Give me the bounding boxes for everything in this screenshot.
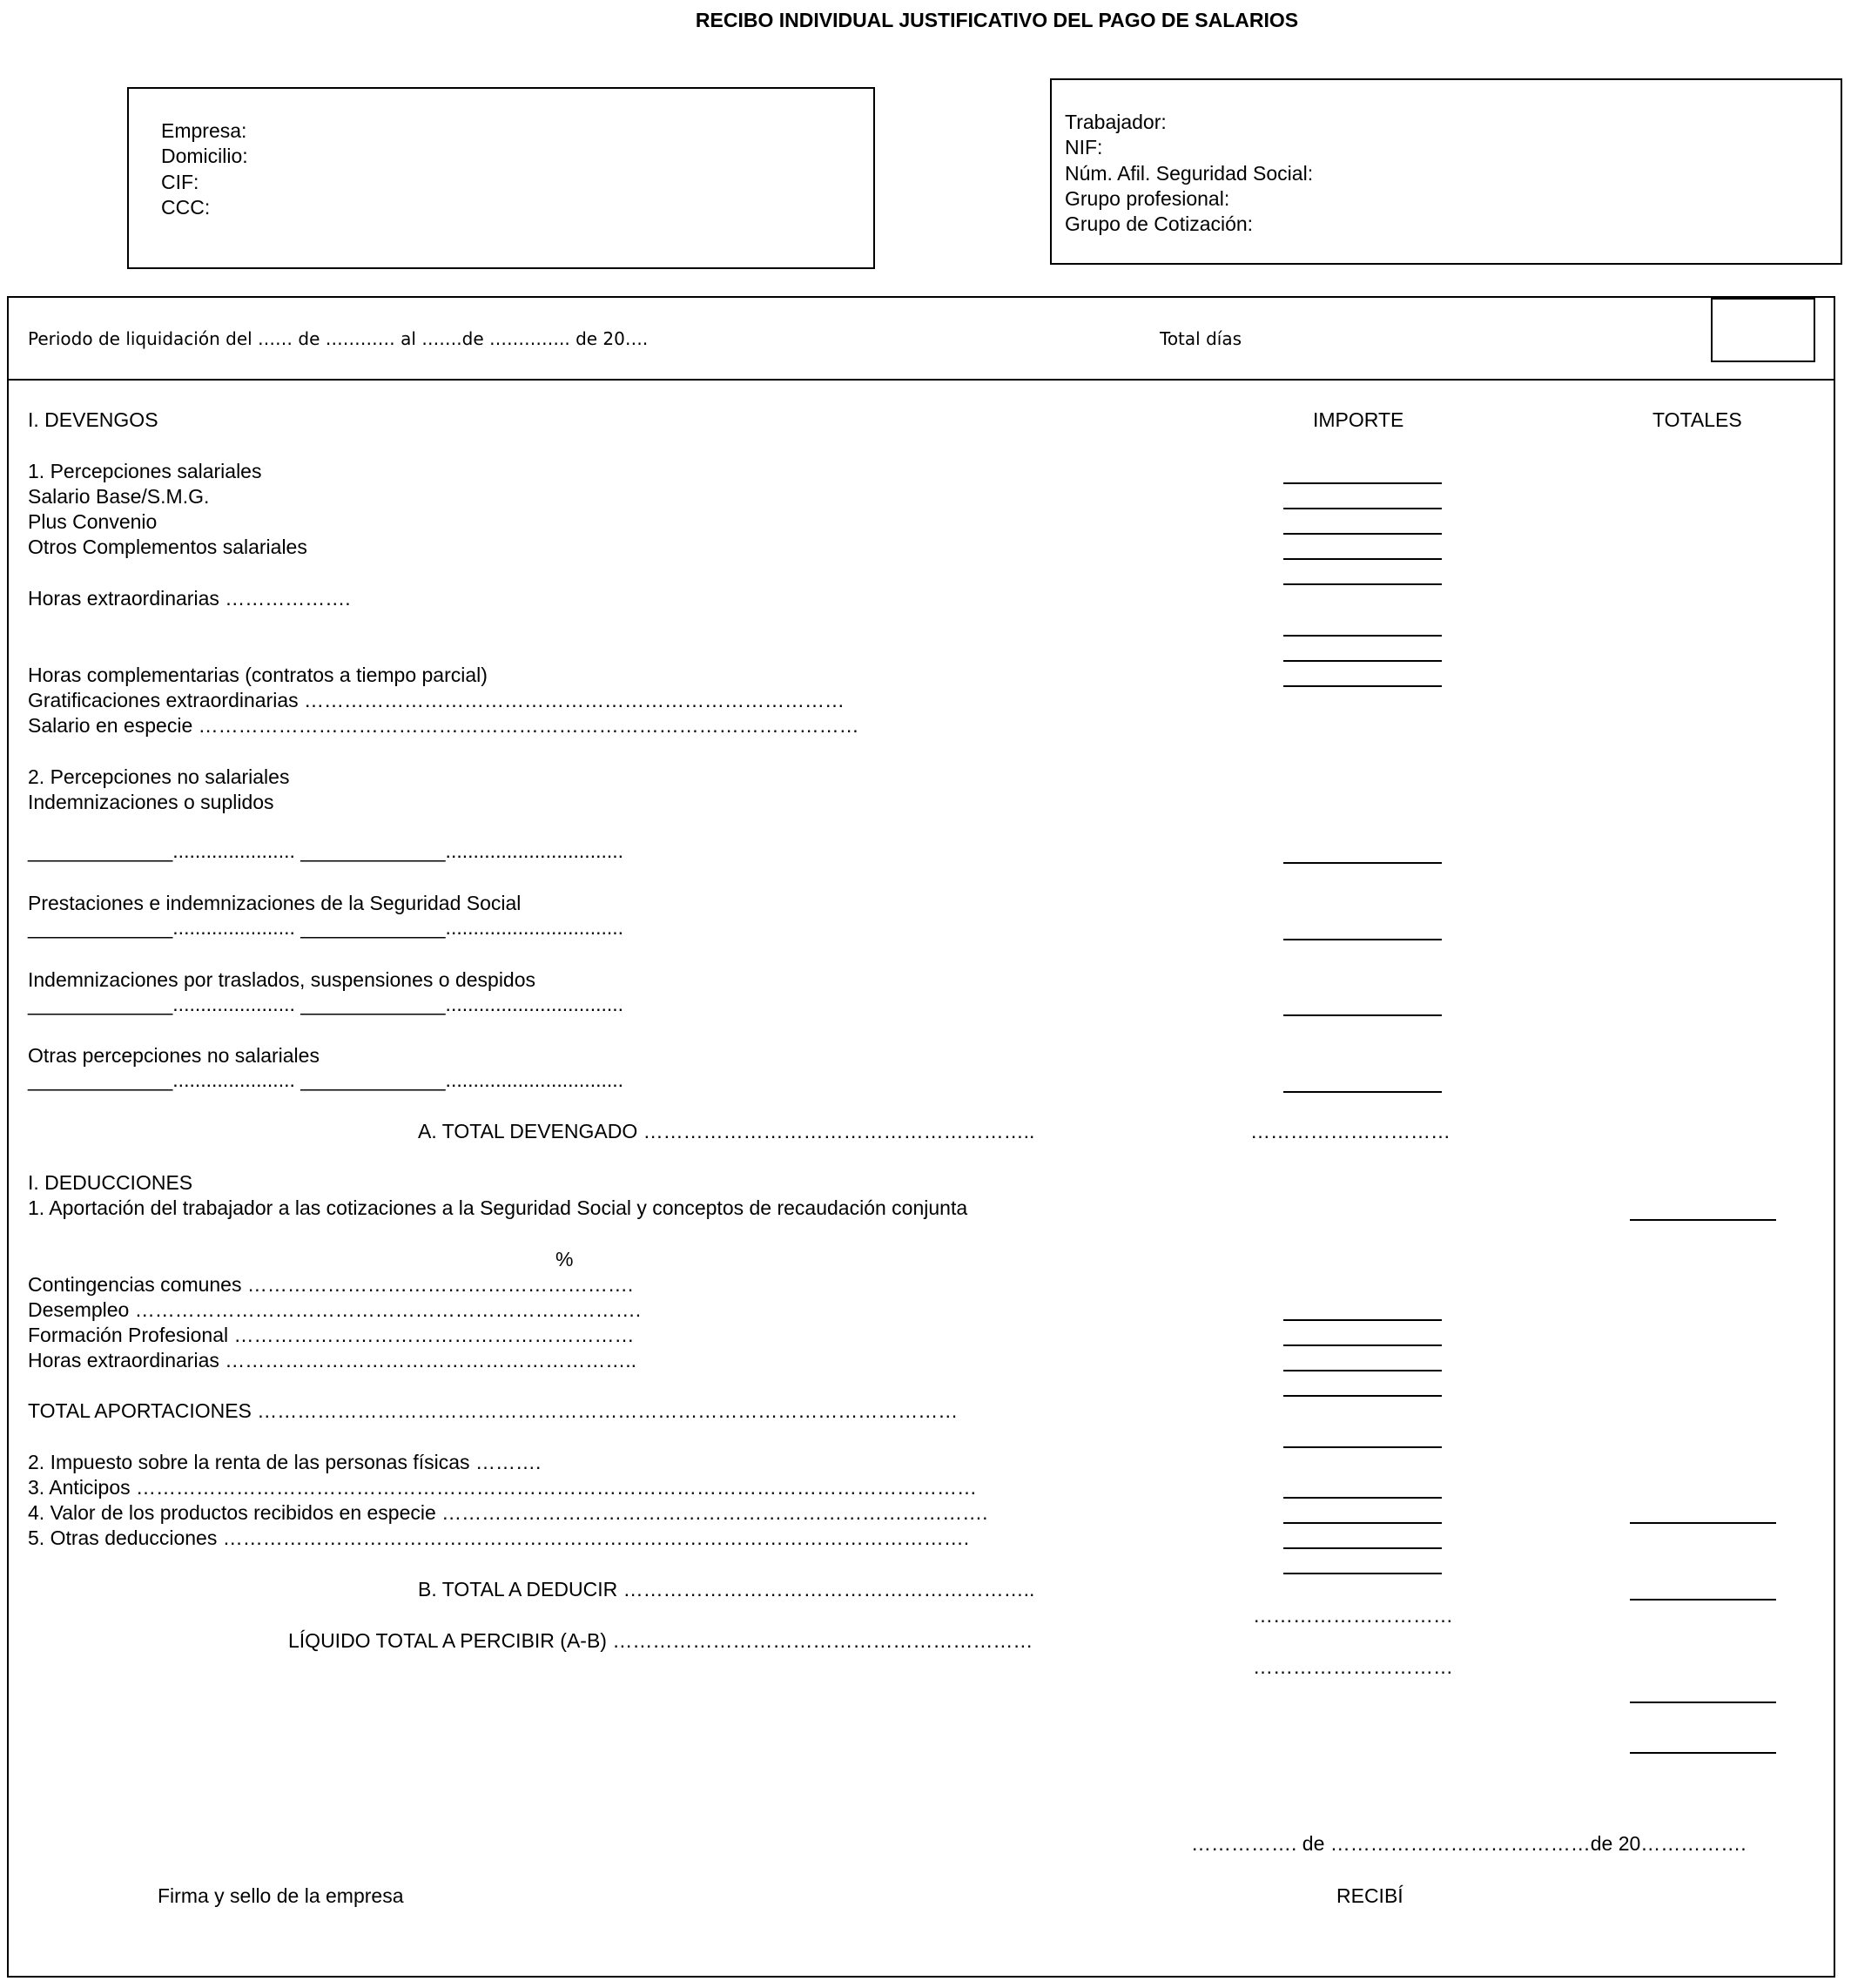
formacion-label: Formación Profesional …………………………………………………… (28, 1324, 635, 1346)
trabajador-box (1050, 78, 1842, 265)
horas-complementarias-label: Horas complementarias (contratos a tiempo parcial) (28, 664, 488, 686)
totales-blank-line[interactable] (1630, 1599, 1776, 1601)
ccc-label: CCC: (161, 195, 211, 219)
importe-blank-line[interactable] (1283, 862, 1442, 864)
empresa-fields (161, 118, 248, 220)
liquido-total-dots: ………………………… (1253, 1655, 1453, 1678)
contingencias-label: Contingencias comunes …………………………………………………. (28, 1273, 634, 1296)
total-devengado-label: A. TOTAL DEVENGADO ………………………………………………….. (418, 1120, 1035, 1142)
cif-label: CIF: (161, 170, 199, 193)
total-deducir-dots: ………………………… (1253, 1604, 1453, 1627)
importe-column-header: IMPORTE (1313, 408, 1404, 431)
importe-blank-line[interactable] (1283, 685, 1442, 687)
deducciones-heading: I. DEDUCCIONES (28, 1171, 193, 1194)
total-aportaciones-label: TOTAL APORTACIONES …………………………………………………………………………………………… (28, 1399, 959, 1422)
importe-blank-line[interactable] (1283, 583, 1442, 585)
totales-column-header: TOTALES (1652, 408, 1742, 431)
otras-percepciones-label: Otras percepciones no salariales (28, 1044, 320, 1067)
otros-complementos-label: Otros Complementos salariales (28, 536, 307, 558)
devengos-heading: I. DEVENGOS (28, 408, 158, 431)
trabajador-label: Trabajador: (1065, 111, 1167, 133)
percepciones-no-salariales-heading: 2. Percepciones no salariales (28, 765, 290, 788)
firma-sello-label: Firma y sello de la empresa (158, 1884, 404, 1907)
aportacion-label: 1. Aportación del trabajador a las cotizaciones a la Seguridad Social y conceptos de recaudación conjunta (28, 1196, 968, 1219)
grupo-profesional-label: Grupo profesional: (1065, 186, 1230, 210)
total-dias-box[interactable] (1711, 298, 1815, 362)
importe-blank-line[interactable] (1283, 1446, 1442, 1448)
traslados-label: Indemnizaciones por traslados, suspensiones o despidos (28, 968, 536, 991)
trabajador-fields (1065, 110, 1313, 237)
grupo-cotizacion-label: Grupo de Cotización: (1065, 212, 1254, 236)
importe-blank-line[interactable] (1283, 1522, 1442, 1524)
importe-blank-line[interactable] (1283, 1319, 1442, 1321)
empresa-box (127, 87, 875, 269)
blank-concept-row: _____________...................... _____________................................ (28, 1068, 624, 1091)
prestaciones-label: Prestaciones e indemnizaciones de la Seguridad Social (28, 892, 522, 914)
indemnizaciones-label: Indemnizaciones o suplidos (28, 791, 274, 813)
recibi-label: RECIBÍ (1336, 1884, 1403, 1907)
salario-especie-label: Salario en especie ……………………………………………………………………………………… (28, 714, 859, 737)
importe-blank-line[interactable] (1283, 1497, 1442, 1499)
productos-especie-label: 4. Valor de los productos recibidos en especie ………………………………………………………………………. (28, 1501, 988, 1524)
empresa-label: Empresa: (161, 119, 247, 142)
period-label: Periodo de liquidación del …… de ………… al …….de ………….. de 20…. (28, 328, 649, 349)
total-devengado-dots: ………………………… (1250, 1120, 1451, 1142)
importe-blank-line[interactable] (1283, 1014, 1442, 1016)
total-deducir-label: B. TOTAL A DEDUCIR …………………………………………………….. (418, 1578, 1035, 1601)
liquido-total-label: LÍQUIDO TOTAL A PERCIBIR (A-B) ……………………………………………………… (288, 1629, 1033, 1652)
importe-blank-line[interactable] (1283, 635, 1442, 637)
total-dias-label: Total días (1160, 328, 1242, 349)
importe-blank-line[interactable] (1283, 1370, 1442, 1371)
plus-convenio-label: Plus Convenio (28, 510, 158, 533)
anticipos-label: 3. Anticipos ……………………………………………………………………………………………………………… (28, 1476, 978, 1499)
importe-blank-line[interactable] (1283, 482, 1442, 484)
desempleo-label: Desempleo …………………………………………………………………. (28, 1298, 642, 1321)
period-divider (7, 379, 1835, 381)
totales-blank-line[interactable] (1630, 1752, 1776, 1754)
importe-blank-line[interactable] (1283, 1547, 1442, 1549)
totales-blank-line[interactable] (1630, 1702, 1776, 1703)
importe-blank-line[interactable] (1283, 533, 1442, 535)
percepciones-salariales-heading: 1. Percepciones salariales (28, 460, 262, 482)
nif-label: NIF: (1065, 136, 1103, 159)
importe-blank-line[interactable] (1283, 1344, 1442, 1346)
blank-concept-row: _____________...................... _____________................................ (28, 916, 624, 939)
importe-blank-line[interactable] (1283, 660, 1442, 662)
domicilio-label: Domicilio: (161, 145, 248, 168)
blank-concept-row: _____________...................... _____________................................ (28, 993, 624, 1015)
importe-blank-line[interactable] (1283, 558, 1442, 560)
importe-blank-line[interactable] (1283, 939, 1442, 940)
importe-blank-line[interactable] (1283, 508, 1442, 509)
blank-concept-row: _____________...................... _____________................................ (28, 839, 624, 862)
irpf-label: 2. Impuesto sobre la renta de las personas físicas ………. (28, 1451, 542, 1473)
otras-deducciones-label: 5. Otras deducciones …………………………………………………………………………………………………. (28, 1526, 970, 1549)
totales-blank-line[interactable] (1630, 1522, 1776, 1524)
totales-blank-line[interactable] (1630, 1219, 1776, 1221)
page-title: RECIBO INDIVIDUAL JUSTIFICATIVO DEL PAGO DE SALARIOS (695, 9, 1299, 31)
horas-extraordinarias-label: Horas extraordinarias ………………. (28, 587, 351, 610)
percent-header: % (555, 1248, 574, 1270)
importe-blank-line[interactable] (1283, 1091, 1442, 1093)
salario-base-label: Salario Base/S.M.G. (28, 485, 210, 508)
horas-extra-deduccion-label: Horas extraordinarias …………………………………………………….. (28, 1349, 637, 1371)
importe-blank-line[interactable] (1283, 1395, 1442, 1397)
importe-blank-line[interactable] (1283, 1573, 1442, 1574)
date-line: ……………. de …………………………………de 20……………. (1191, 1832, 1747, 1855)
num-afil-label: Núm. Afil. Seguridad Social: (1065, 161, 1314, 185)
gratificaciones-label: Gratificaciones extraordinarias ……………………………………………………………………… (28, 689, 845, 711)
